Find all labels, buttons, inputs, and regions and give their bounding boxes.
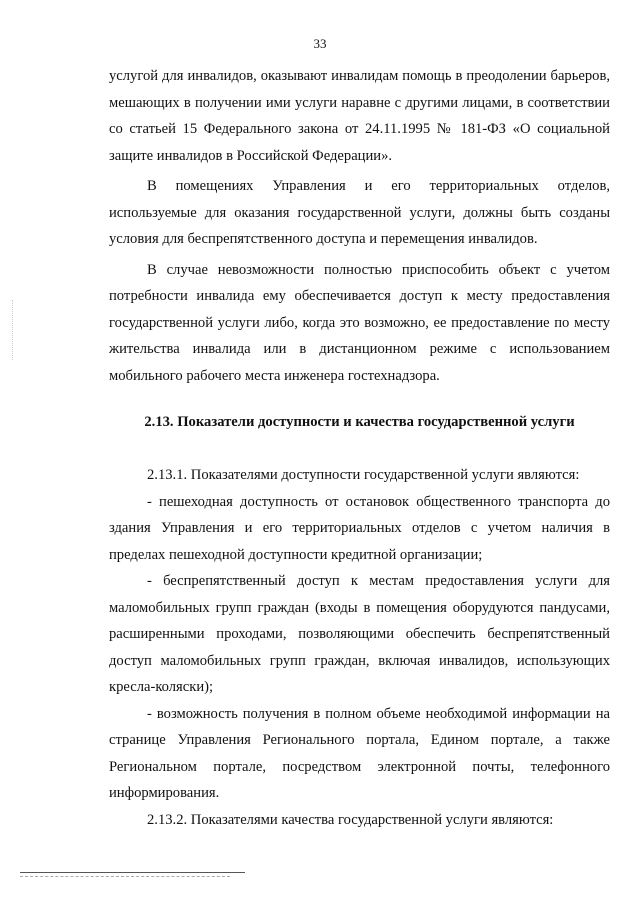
paragraph-continuation: услугой для инвалидов, оказывают инвалидам помощь в преодолении барьеров, мешающих в получении ими услуги наравне с другими лицами, в соответствии со статьей 15 Федерального закона от 24.11.1995 № 181-ФЗ «О социальной защите инвалидов в Российской Федерации».: [109, 68, 610, 164]
list-item: - возможность получения в полном объеме необходимой информации на странице Управления Регионального портала, Едином портале, а также Региональном портале, посредством электронной почты, телефонного информирования.: [109, 705, 610, 801]
accessibility-intro: 2.13.1. Показателями доступности государственной услуги являются:: [147, 467, 580, 483]
paragraph-impossibility: В случае невозможности полностью приспособить объект с учетом потребности инвалида ему обеспечивается доступ к месту предоставления государственной услуги либо, когда это возможно, ее предоставление по месту жительства инвалида или в дистанционном режиме с использованием мобильного рабочего места инженера гостехнадзора.: [109, 261, 610, 384]
scan-margin-mark: [12, 300, 14, 360]
section-heading: 2.13. Показатели доступности и качества государственной услуги: [144, 414, 575, 430]
body-text-section: [109, 462, 610, 833]
quality-intro: 2.13.2. Показателями качества государственной услуги являются:: [147, 811, 554, 828]
page-number: 33: [313, 36, 327, 51]
list-item: - пешеходная доступность от остановок общественного транспорта до здания Управления и его территориальных отделов с учетом наличия в пределах пешеходной доступности кредитной организации;: [109, 493, 610, 563]
footer-rule: [20, 872, 245, 873]
list-item: - беспрепятственный доступ к местам предоставления услуги для маломобильных групп граждан (входы в помещения оборудуются пандусами, расширенными проходами, позволяющими обеспечить беспрепятственный доступ маломобильных групп граждан, включая инвалидов, использующих кресла-коляски);: [109, 573, 610, 695]
paragraph-premises: В помещениях Управления и его территориальных отделов, используемые для оказания государственной услуги, должны быть созданы условия для беспрепятственного доступа и перемещения инвалидов.: [109, 178, 610, 247]
footer-rule-secondary: [20, 876, 230, 877]
body-text-top: [109, 63, 610, 389]
